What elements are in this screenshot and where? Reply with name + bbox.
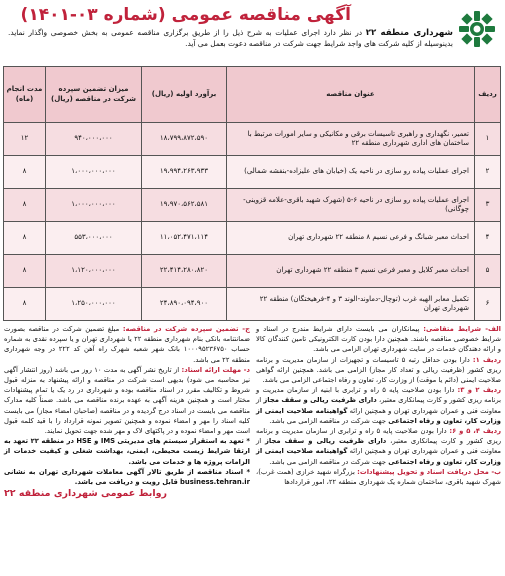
header-deposit: میزان تضمین سپرده شرکت در مناقصه (ریال) <box>46 67 142 123</box>
condition-row23 <box>256 385 501 426</box>
condition-row1-text: دارا بودن حداقل رتبه ۵ تاسیسات و تجهیزات از سازمان مدیریت و برنامه ریزی کشور (ظرفیت ریالی و تعداد کار مجاز) الزامی می باشد. همچنین ارائه گواهی صلاحیت ایمنی (دائم یا موقت) از وزارت کار، تعاون و رفاه اجتماعی الزامی می باشد. <box>256 355 501 385</box>
section-dal-text: از تاریخ نشر آگهی به مدت ۱۰ روز می باشد (روز انتشار آگهی نیز محاسبه می شود) بدیهی است شرکت در مناقصه و ارائه پیشنهاد به منزله قبول شروط و تکالیف مقرر در اسناد مناقصه بوده و شهرداری در رد یک یا تمام پیشنهادات مختار است و همچنین هزینه آگهی به عهده برنده مناقصه می باشد. ضمناً کلیه مدارک مناقصه می بایست در اسناد درج گردیده و در مناقصه (صاحبان امضاء مجاز) می بایست کلیه اسناد را مهر و امضاء نموده و همچنین تصویر نمونه قرارداد را با قید کلمه قبول است مهر و امضاء نموده و در پاکتهای لاک و مهر شده جهت تحویل نمایند. <box>4 365 250 436</box>
row-deposit: ۱،۰۰۰،۰۰۰،۰۰۰ <box>46 189 142 222</box>
condition-b <box>256 467 501 487</box>
row-number: ۴ <box>475 222 501 255</box>
condition-row23-text2: از معاونت فنی و عمران شهرداری تهران و همچنین ارائه <box>256 396 501 415</box>
row-subject: تکمیل معابر الهیه غرب (توچال-دماوند-الوند ۳ و ۴-فرهیختگان) منطقه ۲۲ شهرداری تهران <box>227 288 475 321</box>
row-number: ۵ <box>475 255 501 288</box>
table-row <box>4 156 501 189</box>
row-estimate: ۲۲،۴۱۴،۲۸۰،۸۲۰ <box>142 255 227 288</box>
row-estimate: ۱۱،۰۵۲،۴۷۱،۱۱۴ <box>142 222 227 255</box>
intro-municipality: شهرداری منطقه ۲۲ <box>365 28 453 38</box>
condition-b-heading: ب- محل دریافت اسناد و تحویل پیشنهادات: <box>357 467 502 476</box>
condition-row456-bold2: گواهینامه صلاحیت ایمنی از وزارت کار، تعاون و رفاه اجتماعی <box>256 447 501 466</box>
table-row <box>4 189 501 222</box>
public-relations-signature: روابط عمومی شهرداری منطقه ۲۲ <box>4 488 167 500</box>
table-header-row <box>4 67 501 123</box>
tehran-municipality-logo-icon <box>457 9 497 49</box>
condition-row456 <box>256 426 501 467</box>
row-duration: ۸ <box>4 189 46 222</box>
row-deposit: ۹۴۰،۰۰۰،۰۰۰ <box>46 123 142 156</box>
row-subject: احداث معبر کلایل و معبر فرعی نسیم ۳ منطقه ۲۲ شهرداری تهران <box>227 255 475 288</box>
header-row-number: ردیف <box>475 67 501 123</box>
table-row <box>4 222 501 255</box>
note-ims-hse <box>4 436 250 467</box>
row-duration: ۱۲ <box>4 123 46 156</box>
table-row <box>4 288 501 321</box>
note-ims-hse-text: در منطقه ۲۲ تعهد به ارتقا شرایط زیست محیطی، ایمنی، بهداشت شغلی و کیفیت خدمات از الزامات پروژه ها و خدمات می باشد. <box>4 437 250 466</box>
note-ims-hse-lead: * تعهد به استقرار سیستم های مدیریتی <box>117 437 250 446</box>
note-documents-lead: * اسناد مناقصه از طریق تالار آگهی معاملات شهرداری تهران به نشانی <box>4 467 250 476</box>
section-jim-heading: ج- تضمین سپرده شرکت در مناقصه: <box>122 325 251 333</box>
condition-alef-text: پیمانکاران می بایست دارای شرایط مندرج در اسناد و شرایط خصوصی مناقصه باشند. همچنین دارا بودن کارت الکترونیکی تامین کنندگان کالا و ارائه دهندگان خدمات در سایت شهرداری تهران الزامی می باشد. <box>256 325 501 354</box>
row-subject: اجرای عملیات پیاده رو سازی در ناحیه یک (خیابان های علیزاده-بنفشه شمالی) <box>227 156 475 189</box>
notice-header <box>4 3 501 63</box>
condition-row23-bold2: گواهینامه صلاحیت ایمنی از وزارت کار، تعاون و رفاه اجتماعی <box>256 406 501 425</box>
notice-title: آگهی مناقصه عمومی (شماره ۰۳-۱۴۰۱) <box>20 5 351 25</box>
row-number: ۳ <box>475 189 501 222</box>
row-duration: ۸ <box>4 222 46 255</box>
section-jim-text: مبلغ تضمین شرکت در مناقصه بصورت ضمانتنامه بانکی بنام شهرداری منطقه ۲۲ یا شهرداری تهران و یا سپرده نقدی به شماره حساب ۱۰۰۰۹۵۲۳۶۷۵۰ بانک شهر شعبه شهرک راه آهن کد ۲۲۲ در وجه شهرداری منطقه ۲۲ می باشد. <box>4 325 250 364</box>
details-column <box>4 324 250 499</box>
row-duration: ۸ <box>4 288 46 321</box>
intro-text: در نظر دارد اجرای عملیات به شرح ذیل را از طریق برگزاری مناقصه عمومی به بخش خصوصی واگذار نماید. بدینوسیله از کلیه شرکت های واجد شرایط جهت شرکت در مناقصه دعوت بعمل می آید. <box>8 28 453 48</box>
header-estimate: برآورد اولیه (ریال) <box>142 67 227 123</box>
row-number: ۶ <box>475 288 501 321</box>
condition-row456-text: دارا بودن صلاحیت پایه ۵ راه و ترابری از سازمان مدیریت و برنامه ریزی کشور و کارت پیمانکاری معتبر، <box>256 427 501 446</box>
notice-intro <box>8 28 453 49</box>
note-documents-text: قابل رویت و دریافت می باشد. <box>74 478 178 487</box>
condition-alef <box>256 324 501 355</box>
table-row <box>4 123 501 156</box>
header-subject: عنوان مناقصه <box>227 67 475 123</box>
row-subject: تعمیر، نگهداری و راهبری تاسیسات برقی و مکانیکی و سایر امورات مرتبط با ساختمان های اداری شهرداری منطقه ۲۲ <box>227 123 475 156</box>
row-estimate: ۱۸،۷۹۹،۸۷۲،۵۹۰ <box>142 123 227 156</box>
condition-b-text: بزرگراه شهید خرازی (همت غرب)، شهرک شهید باقری، ساختمان شماره یک شهرداری منطقه ۲۲، امور قراردادها <box>256 467 501 487</box>
condition-row456-text2: از معاونت فنی و عمران شهرداری تهران و همچنین ارائه <box>256 437 501 456</box>
row-deposit: ۱،۲۵۰،۰۰۰،۰۰۰ <box>46 288 142 321</box>
row-deposit: ۵۵۳،۰۰۰،۰۰۰ <box>46 222 142 255</box>
row-estimate: ۱۹،۹۹۴،۲۶۳،۹۳۳ <box>142 156 227 189</box>
row-deposit: ۱،۰۰۰،۰۰۰،۰۰۰ <box>46 156 142 189</box>
row-subject: اجرای عملیات پیاده رو سازی در ناحیه ۶-۵ (شهرک شهید باقری-علامه قزوینی-چوگانی) <box>227 189 475 222</box>
row-subject: احداث معبر شبانگ و فرعی نسیم ۸ منطقه ۲۲ شهرداری تهران <box>227 222 475 255</box>
tenders-table <box>3 66 501 321</box>
condition-row456-bold: دارای ظرفیت ریالی و سقف مجاز <box>264 437 387 446</box>
row-deposit: ۱،۱۲۰،۰۰۰،۰۰۰ <box>46 255 142 288</box>
condition-row23-text3: جهت شرکت در مناقصه الزامی می باشد. <box>269 416 387 425</box>
header-duration: مدت انجام (ماه) <box>4 67 46 123</box>
section-dal <box>4 365 250 436</box>
note-documents-url[interactable]: business.tehran.ir <box>180 478 250 487</box>
condition-row456-text3: جهت شرکت در مناقصه الزامی می باشد. <box>269 457 387 466</box>
condition-row23-text: دارا بودن صلاحیت پایه ۵ راه و ترابری با ابنیه از سازمان مدیریت و برنامه ریزی کشور و کارت پیمانکاری معتبر، <box>256 386 501 405</box>
row-duration: ۸ <box>4 156 46 189</box>
condition-row23-bold: دارای ظرفیت ریالی و سقف مجاز <box>263 396 377 405</box>
table-row <box>4 255 501 288</box>
condition-row23-heading: ردیف ۲ و ۳: <box>457 386 501 395</box>
row-number: ۱ <box>475 123 501 156</box>
row-duration: ۸ <box>4 255 46 288</box>
section-dal-heading: د- مهلت ارائه اسناد: <box>181 365 250 374</box>
condition-row1-heading: ردیف ۱: <box>472 355 501 364</box>
condition-row1 <box>256 355 501 386</box>
section-jim <box>4 324 250 365</box>
row-estimate: ۱۹،۹۷۰،۵۶۲،۵۸۱ <box>142 189 227 222</box>
note-documents <box>4 467 250 487</box>
row-number: ۲ <box>475 156 501 189</box>
row-estimate: ۲۴،۸۹۰،۰۹۴،۹۰۰ <box>142 288 227 321</box>
conditions-columns <box>4 324 501 499</box>
condition-alef-heading: الف- شرایط متقاضی: <box>423 325 501 333</box>
note-ims-hse-bold: IMS و HSE <box>76 437 116 446</box>
conditions-column <box>256 324 501 499</box>
condition-row456-heading: ردیف ۴، ۵ و ۶: <box>449 427 501 436</box>
